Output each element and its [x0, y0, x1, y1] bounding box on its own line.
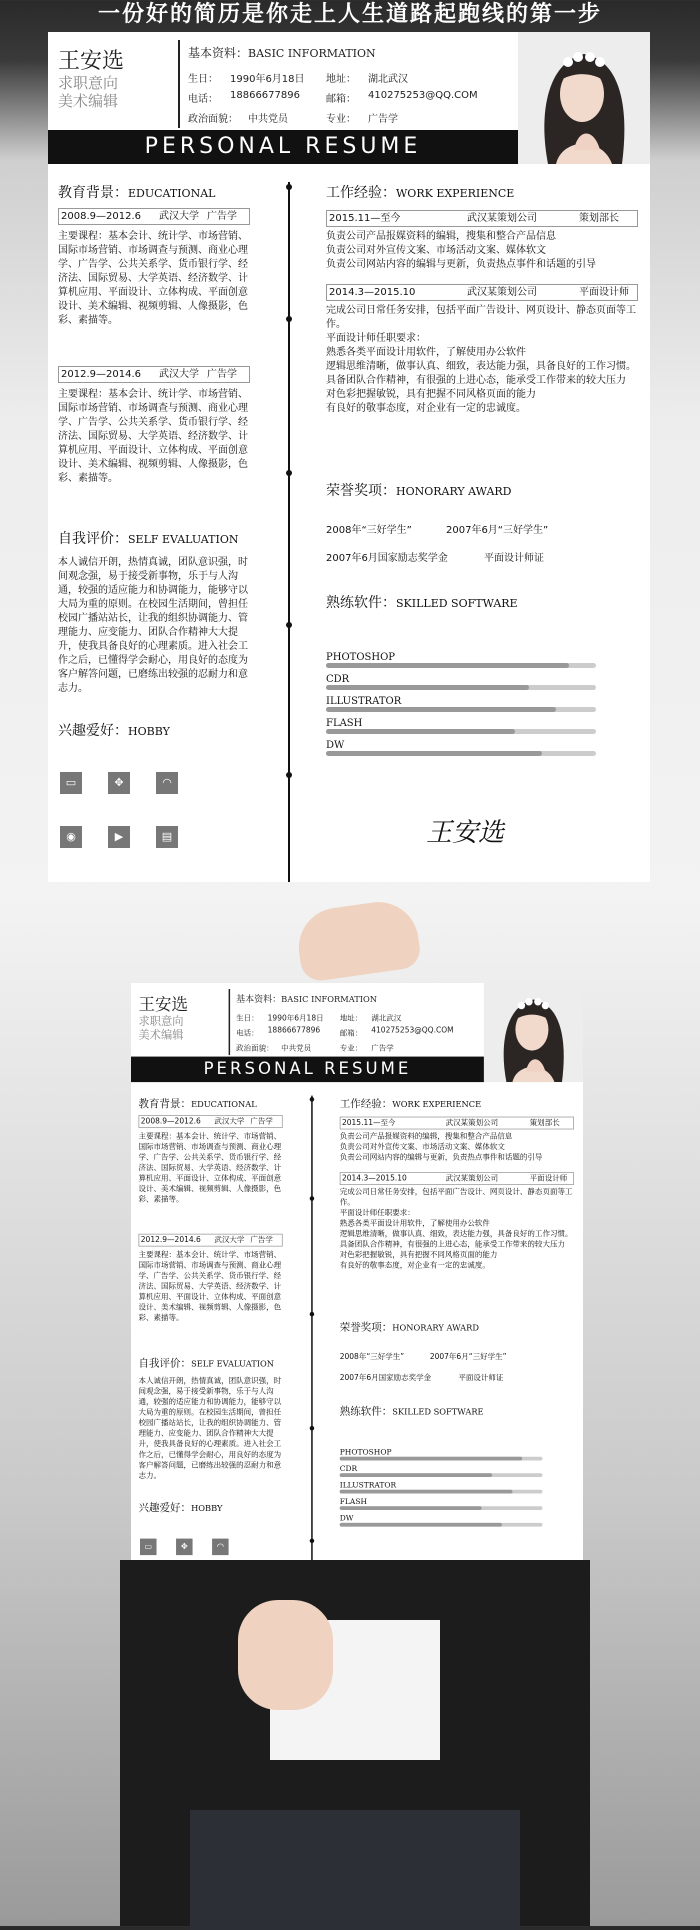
email-value: 410275253@QQ.COM: [368, 90, 478, 101]
timeline-dot: [310, 1426, 315, 1431]
timeline-dot: [310, 1097, 315, 1102]
intent-label: 求职意向: [58, 74, 119, 92]
email-label: 邮箱：: [326, 94, 356, 105]
play-icon: ▶: [108, 826, 130, 848]
personal-resume-band: PERSONAL RESUME: [48, 130, 518, 164]
award-item: 平面设计师证: [458, 1374, 504, 1383]
basic-info-title: 基本资料：BASIC INFORMATION: [236, 993, 378, 1005]
resume-name: 王安选: [58, 49, 125, 74]
address-label: 地址：: [339, 1014, 363, 1023]
skill-level-fill: [326, 663, 569, 668]
signature: 王安选: [426, 818, 505, 848]
award-title: 荣誉奖项：HONORARY AWARD: [326, 483, 512, 499]
personal-resume-band: PERSONAL RESUME: [131, 1057, 484, 1083]
intent-label: 求职意向: [138, 1014, 184, 1029]
award-item: 2008年“三好学生”: [326, 525, 412, 536]
resume-inner: [48, 32, 650, 882]
self-eval-desc: 本人诚信开朗，热情真诚，团队意识强，时间观念强，易于接受新事物，乐于与人沟通，较强的适应能力和协调能力，能够守以大局为重的原则。在校园生活期间，曾担任校园广播站站长，让我的组织协调能力、管理能力、应变能力、团队合作精神大大提升，使我具备良好的心理素质。进入社会工作之后，已懂得学会耐心，用良好的态度为客户解答问题，已磨练出较强的忍耐力和意志力。: [138, 1377, 282, 1481]
edu-entry-1-header: 2008.9—2012.6 武汉大学 广告学: [58, 208, 250, 225]
skills-title: 熟练软件：SKILLED SOFTWARE: [326, 595, 518, 611]
skill-level-fill: [340, 1473, 492, 1477]
job-intent: [58, 74, 118, 110]
skills-title: 熟练软件：SKILLED SOFTWARE: [339, 1405, 484, 1418]
holding-hand-top: [294, 897, 423, 983]
phone-label: 电话：: [188, 94, 218, 105]
timeline-dot: [286, 772, 292, 778]
book-icon: ▤: [156, 826, 178, 848]
header-divider: [229, 989, 231, 1055]
self-eval-title: 自我评价：SELF EVALUATION: [58, 531, 239, 547]
skill-name: ILLUSTRATOR: [326, 696, 402, 707]
skill-track: [326, 707, 596, 712]
timeline-dot: [310, 1196, 315, 1201]
skill-track: [340, 1490, 543, 1494]
edu-entry-1-desc: 主要课程：基本会计、统计学、市场营销、国际市场营销、市场调查与预测、商业心理学、广告学、公共关系学、货币银行学、经济法、国际贸易、大学英语、经济数学、计算机应用、平面设计、立体构成、平面创意设计、美术编辑、视频剪辑、人像摄影，色彩、素描等。: [138, 1132, 282, 1204]
work-entry-1-desc: 负责公司产品报媒资料的编辑，搜集和整合产品信息 负责公司对外宣传文案、市场活动文案、媒体软文 负责公司网站内容的编辑与更新，负责热点事件和话题的引导: [339, 1132, 543, 1162]
center-timeline: [311, 1096, 313, 1622]
skill-track: [340, 1523, 543, 1527]
skill-level-fill: [326, 729, 515, 734]
award-item: 2008年“三好学生”: [339, 1353, 405, 1362]
skill-item: [326, 674, 596, 690]
skill-level-fill: [340, 1523, 502, 1527]
birth-label: 生日：: [188, 74, 218, 85]
birth-value: 1990年6月18日: [267, 1014, 324, 1023]
computer-icon: ▭: [140, 1539, 157, 1556]
politics-label: 政治面貌：: [188, 114, 238, 125]
timeline-dot: [310, 1312, 315, 1317]
skill-name: PHOTOSHOP: [339, 1448, 392, 1457]
edu-entry-1-desc: 主要课程：基本会计、统计学、市场营销、国际市场营销、市场调查与预测、商业心理学、广告学、公共关系学、货币银行学、经济法、国际贸易、大学英语、经济数学、计算机应用、平面设计、立体构成、平面创意设计、美术编辑、视频剪辑、人像摄影，色彩、素描等。: [58, 231, 248, 326]
skill-item: [326, 740, 596, 756]
skill-level-fill: [326, 685, 529, 690]
birth-label: 生日：: [236, 1014, 259, 1023]
skill-track: [326, 685, 596, 690]
edu-entry-2-desc: 主要课程：基本会计、统计学、市场营销、国际市场营销、市场调查与预测、商业心理学、广告学、公共关系学、货币银行学、经济法、国际贸易、大学英语、经济数学、计算机应用、平面设计、立体构成、平面创意设计、美术编辑、视频剪辑、人像摄影，色彩、素描等。: [58, 389, 248, 484]
skill-item: [340, 1448, 543, 1460]
skill-name: DW: [339, 1514, 354, 1523]
address-value: 湖北武汉: [368, 74, 408, 85]
timeline-dot: [310, 1539, 315, 1544]
timeline-dot: [286, 184, 292, 190]
edu-entry-1-header: 2008.9—2012.6 武汉大学 广告学: [139, 1115, 283, 1128]
resume-name: 王安选: [138, 995, 189, 1015]
skill-item: [340, 1515, 543, 1527]
skill-item: [340, 1498, 543, 1510]
award-item: 2007年6月“三好学生”: [429, 1353, 507, 1362]
camera-icon: ◉: [60, 826, 82, 848]
hobby-title: 兴趣爱好：HOBBY: [58, 723, 170, 739]
edu-title: 教育背景：EDUCATIONAL: [58, 185, 216, 201]
edu-title: 教育背景：EDUCATIONAL: [138, 1097, 257, 1110]
award-item: 2007年6月国家励志奖学金: [339, 1374, 432, 1383]
gamepad-icon: ✥: [108, 772, 130, 794]
award-title: 荣誉奖项：HONORARY AWARD: [339, 1321, 479, 1334]
skill-track: [326, 751, 596, 756]
skill-item: [340, 1465, 543, 1477]
skill-track: [340, 1473, 543, 1477]
work-entry-1-header: 2015.11—至今 武汉某策划公司 策划部长: [340, 1117, 574, 1130]
skill-track: [340, 1457, 543, 1461]
holding-hand-bottom: [238, 1600, 333, 1710]
jeans: [190, 1810, 520, 1930]
skill-item: [326, 718, 596, 734]
intent-value: 美术编辑: [138, 1028, 184, 1042]
headphones-icon: ◠: [212, 1539, 229, 1556]
work-title: 工作经验：WORK EXPERIENCE: [339, 1097, 482, 1110]
skill-track: [326, 663, 596, 668]
birth-value: 1990年6月18日: [230, 74, 305, 85]
politics-label: 政治面貌：: [236, 1044, 274, 1053]
skill-level-fill: [340, 1506, 482, 1510]
edu-entry-2-header: 2012.9—2014.6 武汉大学 广告学: [58, 366, 250, 383]
major-value: 广告学: [371, 1044, 394, 1053]
skill-name: FLASH: [339, 1498, 368, 1507]
profile-photo: [484, 983, 583, 1082]
politics-value: 中共党员: [281, 1044, 312, 1053]
gamepad-icon: ✥: [176, 1539, 193, 1556]
header-divider: [178, 40, 180, 128]
resume-sheet-held: [131, 983, 583, 1623]
award-item: 2007年6月“三好学生”: [446, 525, 549, 536]
skill-name: ILLUSTRATOR: [339, 1481, 397, 1490]
skill-name: CDR: [326, 674, 350, 685]
work-entry-2-desc: 完成公司日常任务安排，包括平面广告设计、网页设计、静态页面等工作。 平面设计师任职要求： 熟悉各类平面设计用软件，了解使用办公软件 逻辑思维清晰，做事认真、细致，表达能力强，具备良好的工作习惯。 具备团队合作精神，有很强的上进心态，能承受工作带来的较大压力 对色彩把握敏锐，具有把握不同风格页面的能力 有良好的敬事态度，对企业有一定的忠诚度。: [326, 305, 636, 414]
address-value: 湖北武汉: [371, 1014, 402, 1023]
skill-name: DW: [326, 740, 345, 751]
computer-icon: ▭: [60, 772, 82, 794]
work-entry-2-header: 2014.3—2015.10 武汉某策划公司 平面设计师: [326, 284, 638, 301]
self-eval-desc: 本人诚信开朗，热情真诚，团队意识强，时间观念强，易于接受新事物，乐于与人沟通，较强的适应能力和协调能力，能够守以大局为重的原则。在校园生活期间，曾担任校园广播站站长，让我的组织协调能力、管理能力、应变能力、团队合作精神大大提升，使我具备良好的心理素质。进入社会工作之后，已懂得学会耐心，用良好的态度为客户解答问题，已磨练出较强的忍耐力和意志力。: [58, 557, 248, 694]
skill-level-fill: [340, 1490, 512, 1494]
address-label: 地址：: [326, 74, 356, 85]
person-body: [120, 1560, 590, 1926]
politics-value: 中共党员: [248, 114, 288, 125]
skill-name: FLASH: [326, 718, 363, 729]
skill-name: CDR: [339, 1465, 358, 1474]
skill-item: [326, 652, 596, 668]
skill-name: PHOTOSHOP: [326, 652, 396, 663]
timeline-dot: [286, 316, 292, 322]
intent-value: 美术编辑: [58, 92, 119, 110]
award-item: 平面设计师证: [484, 553, 544, 564]
work-entry-2-header: 2014.3—2015.10 武汉某策划公司 平面设计师: [340, 1172, 574, 1185]
skill-level-fill: [340, 1457, 522, 1461]
edu-entry-2-header: 2012.9—2014.6 武汉大学 广告学: [139, 1234, 283, 1247]
skill-level-fill: [326, 707, 556, 712]
skill-level-fill: [326, 751, 542, 756]
phone-value: 18866677896: [230, 90, 300, 101]
edu-entry-2-desc: 主要课程：基本会计、统计学、市场营销、国际市场营销、市场调查与预测、商业心理学、广告学、公共关系学、货币银行学、经济法、国际贸易、大学英语、经济数学、计算机应用、平面设计、立体构成、平面创意设计、美术编辑、视频剪辑、人像摄影，色彩、素描等。: [138, 1251, 282, 1323]
email-label: 邮箱：: [339, 1029, 363, 1038]
skill-item: [340, 1482, 543, 1494]
timeline-dot: [286, 470, 292, 476]
award-item: 2007年6月国家励志奖学金: [326, 553, 448, 564]
profile-photo: [518, 32, 650, 164]
major-value: 广告学: [368, 114, 398, 125]
skill-item: [326, 696, 596, 712]
major-label: 专业：: [339, 1044, 363, 1053]
major-label: 专业：: [326, 114, 356, 125]
skill-track: [340, 1506, 543, 1510]
work-title: 工作经验：WORK EXPERIENCE: [326, 185, 515, 201]
skill-track: [326, 729, 596, 734]
hobby-title: 兴趣爱好：HOBBY: [138, 1501, 223, 1514]
work-entry-1-header: 2015.11—至今 武汉某策划公司 策划部长: [326, 210, 638, 227]
center-timeline: [288, 182, 290, 882]
resume-sheet-main: [48, 32, 650, 882]
phone-value: 18866677896: [267, 1026, 321, 1035]
job-intent: [139, 1015, 184, 1042]
basic-info-title: 基本资料：BASIC INFORMATION: [188, 46, 376, 60]
work-entry-2-desc: 完成公司日常任务安排，包括平面广告设计、网页设计、静态页面等工作。 平面设计师任职要求： 熟悉各类平面设计用软件，了解使用办公软件 逻辑思维清晰，做事认真、细致，表达能力强，具备良好的工作习惯。 具备团队合作精神，有很强的上进心态，能承受工作带来的较大压力 对色彩把握敏锐，具有把握不同风格页面的能力 有良好的敬事态度，对企业有一定的忠诚度。: [339, 1187, 573, 1270]
self-eval-title: 自我评价：SELF EVALUATION: [138, 1357, 275, 1370]
timeline-dot: [286, 622, 292, 628]
banner-slogan: 一份好的简历是你走上人生道路起跑线的第一步: [97, 2, 602, 27]
headphones-icon: ◠: [156, 772, 178, 794]
work-entry-1-desc: 负责公司产品报媒资料的编辑，搜集和整合产品信息 负责公司对外宣传文案、市场活动文案、媒体软文 负责公司网站内容的编辑与更新，负责热点事件和话题的引导: [326, 231, 596, 270]
email-value: 410275253@QQ.COM: [371, 1026, 454, 1035]
phone-label: 电话：: [236, 1029, 259, 1038]
resume-inner: [131, 983, 583, 1621]
